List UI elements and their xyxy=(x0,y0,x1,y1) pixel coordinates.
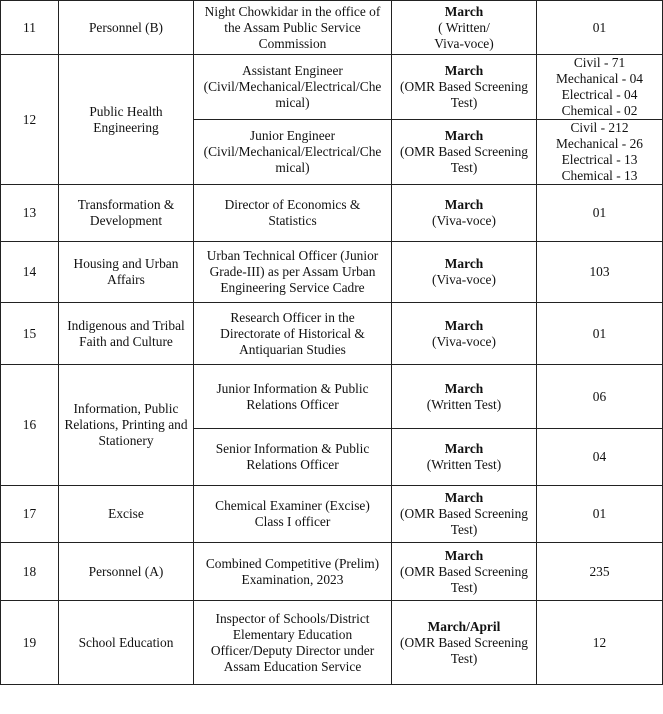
table-row xyxy=(1,303,663,365)
post-name-cell xyxy=(194,55,392,120)
exam-mode-line: Test) xyxy=(450,650,478,666)
post-line: Officer/Deputy Director under xyxy=(210,642,375,658)
post-line: Research Officer in the xyxy=(230,309,355,325)
post-line: Chemical Examiner (Excise) xyxy=(215,498,370,513)
department-cell: Personnel (B) xyxy=(59,1,194,55)
department-cell: Indigenous and Tribal Faith and Culture xyxy=(59,303,194,365)
post-line: the Assam Public Service xyxy=(224,19,361,35)
exam-month-cell xyxy=(392,543,537,601)
post-line: Relations Officer xyxy=(246,396,339,412)
vacancy-line: 04 xyxy=(592,449,607,464)
post-name-cell xyxy=(194,1,392,55)
post-line: Elementary Education xyxy=(232,626,353,642)
exam-mode-line: ( Written/ xyxy=(438,19,490,35)
vacancy-cell xyxy=(537,365,663,429)
table-body xyxy=(1,1,663,685)
table-row xyxy=(1,365,663,429)
exam-month-cell xyxy=(392,486,537,543)
vacancy-cell xyxy=(537,543,663,601)
vacancy-line: Electrical - 13 xyxy=(561,152,638,167)
department-cell: Housing and Urban Affairs xyxy=(59,242,194,303)
vacancy-cell xyxy=(537,1,663,55)
vacancy-line: Electrical - 04 xyxy=(561,87,638,102)
exam-month-cell xyxy=(392,429,537,486)
serial-number-cell: 17 xyxy=(1,486,59,543)
post-line: Relations Officer xyxy=(246,457,339,472)
post-name-cell xyxy=(194,429,392,486)
vacancy-line: Chemical - 02 xyxy=(561,103,638,118)
exam-month: March/April xyxy=(427,618,501,634)
post-line: Night Chowkidar in the office of xyxy=(204,3,381,19)
exam-mode-line: Test) xyxy=(450,579,478,595)
vacancy-line: 235 xyxy=(589,563,610,579)
exam-month: March xyxy=(444,63,484,78)
post-line: mical) xyxy=(275,160,310,175)
exam-month-cell xyxy=(392,365,537,429)
post-name-cell xyxy=(194,242,392,303)
department-cell: Public Health Engineering xyxy=(59,55,194,185)
post-line: Assam Education Service xyxy=(223,658,362,674)
table-row xyxy=(1,1,663,55)
post-line: Senior Information & Public xyxy=(215,441,370,456)
exam-mode-line: (OMR Based Screening xyxy=(400,634,528,650)
exam-month-cell xyxy=(392,120,537,185)
post-line: Director of Economics & xyxy=(224,197,361,212)
table-row xyxy=(1,185,663,242)
vacancy-cell xyxy=(537,601,663,685)
vacancy-line: Mechanical - 26 xyxy=(556,136,643,151)
exam-month: March xyxy=(444,441,484,456)
exam-month: March xyxy=(444,490,484,505)
table-row xyxy=(1,601,663,685)
serial-number-cell: 19 xyxy=(1,601,59,685)
post-line: Inspector of Schools/District xyxy=(215,610,370,626)
exam-month: March xyxy=(444,380,484,396)
post-name-cell xyxy=(194,601,392,685)
exam-month-cell xyxy=(392,55,537,120)
post-name-cell xyxy=(194,185,392,242)
exam-mode-line: (OMR Based Screening xyxy=(400,563,528,579)
post-line: Examination, 2023 xyxy=(241,571,344,587)
post-line: (Civil/Mechanical/Electrical/Che xyxy=(203,79,382,94)
exam-mode-line: (OMR Based Screening xyxy=(400,506,528,521)
post-line: mical) xyxy=(275,95,310,110)
department-cell: Transformation & Development xyxy=(59,185,194,242)
department-cell: Information, Public Relations, Printing and Stationery xyxy=(59,365,194,486)
serial-number-cell: 16 xyxy=(1,365,59,486)
table-row xyxy=(1,486,663,543)
post-line: Combined Competitive (Prelim) xyxy=(205,555,380,571)
department-cell: School Education xyxy=(59,601,194,685)
vacancy-line: 12 xyxy=(592,634,607,650)
exam-month-cell xyxy=(392,303,537,365)
vacancy-line: 01 xyxy=(592,205,607,220)
post-line: Urban Technical Officer (Junior xyxy=(206,248,379,263)
post-name-cell xyxy=(194,120,392,185)
post-name-cell xyxy=(194,486,392,543)
exam-month-cell xyxy=(392,185,537,242)
serial-number-cell: 11 xyxy=(1,1,59,55)
vacancy-cell xyxy=(537,185,663,242)
exam-month: March xyxy=(444,256,484,271)
serial-number-cell: 12 xyxy=(1,55,59,185)
serial-number-cell: 13 xyxy=(1,185,59,242)
vacancy-line: Civil - 212 xyxy=(570,120,629,135)
table-row xyxy=(1,55,663,120)
vacancy-line: 01 xyxy=(592,506,607,521)
post-line: Assistant Engineer xyxy=(242,63,343,78)
exam-month: March xyxy=(444,197,484,212)
vacancy-line: Chemical - 13 xyxy=(561,168,638,183)
vacancy-cell xyxy=(537,303,663,365)
vacancy-cell xyxy=(537,242,663,303)
table-row xyxy=(1,242,663,303)
post-line: Class I officer xyxy=(254,514,331,529)
exam-month: March xyxy=(444,547,484,563)
exam-mode-line: Test) xyxy=(450,95,478,110)
post-line: (Civil/Mechanical/Electrical/Che xyxy=(203,144,382,159)
post-line: Statistics xyxy=(268,213,317,228)
serial-number-cell: 14 xyxy=(1,242,59,303)
exam-mode-line: (Viva-voce) xyxy=(432,213,496,228)
exam-month-cell xyxy=(392,601,537,685)
exam-month: March xyxy=(444,128,484,143)
exam-month-cell xyxy=(392,1,537,55)
post-line: Commission xyxy=(258,35,327,51)
vacancy-cell xyxy=(537,55,663,120)
exam-mode-line: Test) xyxy=(450,160,478,175)
vacancy-line: 01 xyxy=(592,325,607,341)
vacancy-line: Civil - 71 xyxy=(573,55,626,70)
post-line: Directorate of Historical & xyxy=(220,325,365,341)
exam-month: March xyxy=(444,317,484,333)
vacancy-cell xyxy=(537,486,663,543)
post-name-cell xyxy=(194,303,392,365)
vacancy-line: 103 xyxy=(589,264,610,279)
serial-number-cell: 18 xyxy=(1,543,59,601)
post-line: Antiquarian Studies xyxy=(239,341,346,357)
department-cell: Personnel (A) xyxy=(59,543,194,601)
department-cell: Excise xyxy=(59,486,194,543)
exam-month-cell xyxy=(392,242,537,303)
post-line: Grade-III) as per Assam Urban xyxy=(209,264,376,279)
vacancy-line: 06 xyxy=(592,388,607,404)
serial-number-cell: 15 xyxy=(1,303,59,365)
vacancy-line: 01 xyxy=(592,19,607,35)
exam-month: March xyxy=(444,3,484,19)
post-line: Junior Engineer xyxy=(249,128,336,143)
exam-mode-line: Test) xyxy=(450,522,478,537)
post-name-cell xyxy=(194,365,392,429)
exam-mode-line: (Viva-voce) xyxy=(432,333,496,349)
vacancy-cell xyxy=(537,120,663,185)
post-name-cell xyxy=(194,543,392,601)
exam-mode-line: (OMR Based Screening xyxy=(400,144,528,159)
post-line: Engineering Service Cadre xyxy=(220,280,365,295)
table-row xyxy=(1,543,663,601)
exam-mode-line: (OMR Based Screening xyxy=(400,79,528,94)
exam-mode-line: Viva-voce) xyxy=(434,35,494,51)
vacancy-cell xyxy=(537,429,663,486)
post-line: Junior Information & Public xyxy=(216,380,369,396)
exam-mode-line: (Written Test) xyxy=(426,396,502,412)
exam-mode-line: (Viva-voce) xyxy=(432,272,496,287)
vacancy-line: Mechanical - 04 xyxy=(556,71,643,86)
exam-mode-line: (Written Test) xyxy=(426,457,502,472)
